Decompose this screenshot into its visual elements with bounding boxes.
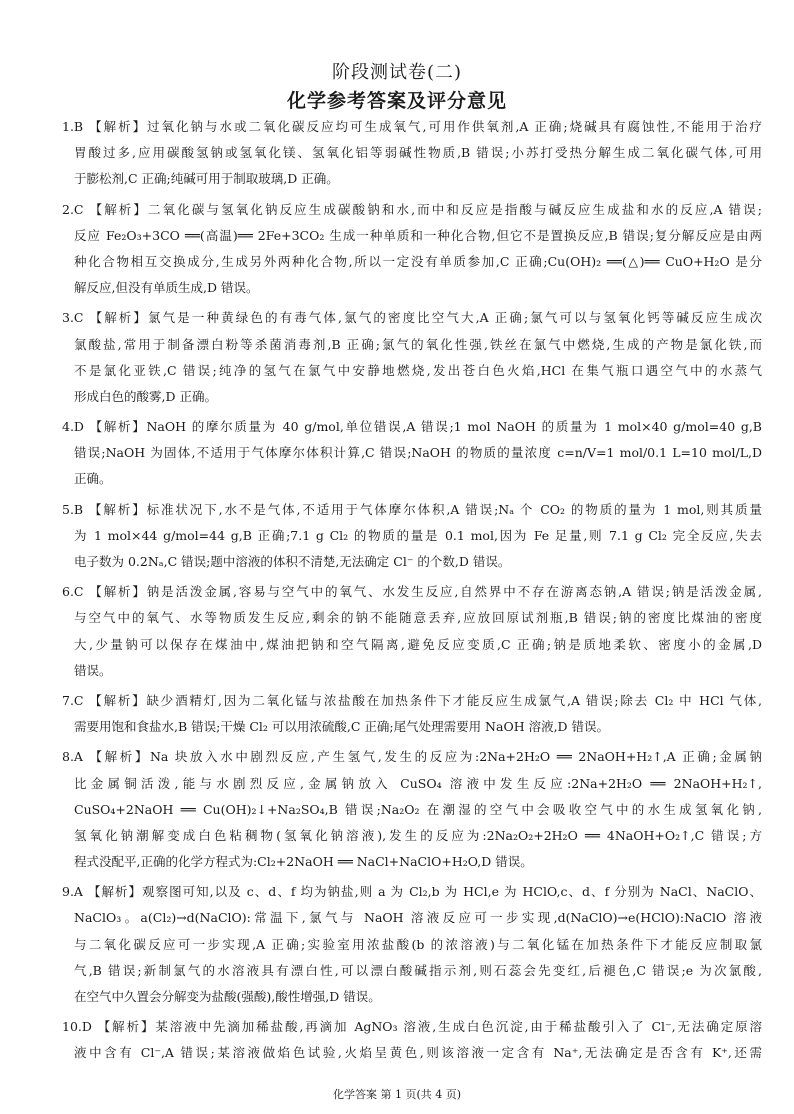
answer-line: 7.C 【解析】缺少酒精灯,因为二氧化锰与浓盐酸在加热条件下才能反应生成氯气,A 错误;除去 Cl₂ 中 HCl 气体,	[62, 692, 762, 708]
answer-item	[62, 1014, 762, 1066]
answer-line: 大,少量钠可以保存在煤油中,煤油把钠和空气隔离,避免反应变质,C 正确;钠是质地柔软、密度小的金属,D	[74, 636, 762, 652]
answer-item	[62, 197, 762, 302]
answer-line: 10.D 【解析】某溶液中先滴加稀盐酸,再滴加 AgNO₃ 溶液,生成白色沉淀,由于稀盐酸引入了 Cl⁻,无法确定原溶	[62, 1019, 762, 1035]
answer-item	[62, 414, 762, 493]
answer-line: 电子数为 0.2Nₐ,C 错误;题中溶液的体积不清楚,无法确定 Cl⁻ 的个数,D 错误。	[74, 554, 511, 569]
answer-line: 与空气中的氧气、水等物质发生反应,剩余的钠不能随意丢弃,应放回原试剂瓶,B 错误;钠的密度比煤油的密度	[74, 610, 762, 626]
answer-line: 9.A 【解析】观察图可知,以及 c、d、f 均为钠盐,则 a 为 Cl₂,b 为 HCl,e 为 HClO,c、d、f 分别为 NaCl、NaClO、	[62, 884, 762, 900]
answer-line: 于膨松剂,C 正确;纯碱可用于制取玻璃,D 正确。	[74, 171, 339, 187]
answer-line: 正确。	[74, 471, 112, 487]
answer-line: 在空气中久置会分解变为盐酸(强酸),酸性增强,D 错误。	[74, 989, 381, 1004]
answer-line: 8.A 【解析】Na 块放入水中剧烈反应,产生氢气,发生的反应为:2Na+2H₂O ══ 2NaOH+H₂↑,A 正确;金属钠	[62, 749, 762, 765]
answer-line: 错误;NaOH 为固体,不适用于气体摩尔体积计算,C 错误;NaOH 的物质的量浓度 c=n/V=1 mol/0.1 L=10 mol/L,D	[74, 445, 762, 461]
answer-line: 与二氧化碳反应可一步实现,A 正确;实验室用浓盐酸(b 的浓溶液)与二氧化锰在加热条件下才能反应制取氯	[74, 936, 762, 952]
answer-line: 6.C 【解析】钠是活泼金属,容易与空气中的氧气、水发生反应,自然界中不存在游离态钠,A 错误;钠是活泼金属,	[62, 584, 762, 600]
answer-item	[62, 688, 762, 740]
answer-line: 胃酸过多,应用碳酸氢钠或氢氧化镁、氢氧化铝等弱碱性物质,B 错误;小苏打受热分解生成二氧化碳气体,可用	[74, 145, 762, 161]
answer-line: 程式没配平,正确的化学方程式为:Cl₂+2NaOH ══ NaCl+NaClO+H₂O,D 错误。	[74, 854, 533, 870]
page-subtitle: 化学参考答案及评分意见	[286, 90, 507, 112]
answer-line: NaClO₃。a(Cl₂)→d(NaClO):常温下,氯气与 NaOH 溶液反应可一步实现,d(NaClO)→e(HClO):NaClO 溶液	[74, 910, 762, 926]
answer-item	[62, 579, 762, 684]
answer-line: 4.D 【解析】NaOH 的摩尔质量为 40 g/mol,单位错误,A 错误;1 mol NaOH 的质量为 1 mol×40 g/mol=40 g,B	[62, 419, 762, 435]
answer-line: 为 1 mol×44 g/mol=44 g,B 正确;7.1 g Cl₂ 的物质的量是 0.1 mol,因为 Fe 足量,则 7.1 g Cl₂ 完全反应,失去	[74, 527, 762, 543]
answer-item	[62, 744, 762, 875]
answer-line: 种化合物相互交换成分,生成另外两种化合物,所以一定没有单质参加,C 正确;Cu(OH)₂ ══(△)══ CuO+H₂O 是分	[74, 253, 762, 269]
answer-line: 气,B 错误;新制氯气的水溶液具有漂白性,可以漂白酸碱指示剂,则石蕊会先变红,后褪色,C 错误;e 为次氯酸,	[74, 962, 762, 978]
answer-item	[62, 497, 762, 576]
answer-line: 3.C 【解析】氯气是一种黄绿色的有毒气体,氯气的密度比空气大,A 正确;氯气可以与氢氧化钙等碱反应生成次	[62, 310, 762, 326]
answer-line: 比金属铜活泼,能与水剧烈反应,金属钠放入 CuSO₄ 溶液中发生反应:2Na+2H₂O ══ 2NaOH+H₂↑,	[74, 775, 762, 791]
answer-list	[62, 114, 762, 1071]
answer-line: 2.C 【解析】二氧化碳与氢氧化钠反应生成碳酸钠和水,而中和反应是指酸与碱反应生成盐和水的反应,A 错误;	[62, 201, 762, 217]
answer-line: CuSO₄+2NaOH ══ Cu(OH)₂↓+Na₂SO₄,B 错误;Na₂O₂ 在潮湿的空气中会吸收空气中的水生成氢氧化钠,	[74, 801, 762, 817]
page-footer: 化学答案 第 1 页(共 4 页)	[332, 1088, 462, 1101]
answer-line: 氯酸盐,常用于制备漂白粉等杀菌消毒剂,B 正确;氯气的氧化性强,铁丝在氯气中燃烧,生成的产物是氯化铁,而	[74, 336, 762, 352]
answer-line: 氢氧化钠潮解变成白色粘稠物(氢氧化钠溶液),发生的反应为:2Na₂O₂+2H₂O ══ 4NaOH+O₂↑,C 错误;方	[74, 827, 762, 843]
answer-item	[62, 305, 762, 410]
answer-item	[62, 879, 762, 1010]
answer-line: 错误。	[74, 662, 112, 678]
answer-line: 液中含有 Cl⁻,A 错误;某溶液做焰色试验,火焰呈黄色,则该溶液一定含有 Na⁺,无法确定是否含有 K⁺,还需	[74, 1045, 762, 1061]
answer-line: 反应 Fe₂O₃+3CO ══(高温)══ 2Fe+3CO₂ 生成一种单质和一种化合物,但它不是置换反应,B 错误;复分解反应是由两	[74, 227, 762, 243]
answer-line: 不是氯化亚铁,C 错误;纯净的氢气在氯气中安静地燃烧,发出苍白色火焰,HCl 在集气瓶口遇空气中的水蒸气	[74, 362, 762, 378]
answer-line: 5.B 【解析】标准状况下,水不是气体,不适用于气体摩尔体积,A 错误;Nₐ 个 CO₂ 的物质的量为 1 mol,则其质量	[62, 501, 762, 517]
answer-line: 1.B 【解析】过氧化钠与水或二氧化碳反应均可生成氧气,可用作供氧剂,A 正确;烧碱具有腐蚀性,不能用于治疗	[62, 119, 762, 134]
answer-item	[62, 114, 762, 193]
answer-line: 形成白色的酸雾,D 正确。	[74, 388, 217, 404]
answer-line: 需要用饱和食盐水,B 错误;干燥 Cl₂ 可以用浓硫酸,C 正确;尾气处理需要用 NaOH 溶液,D 错误。	[74, 719, 610, 735]
page-title: 阶段测试卷(二)	[331, 62, 463, 83]
answer-line: 解反应,但没有单质生成,D 错误。	[74, 280, 259, 296]
